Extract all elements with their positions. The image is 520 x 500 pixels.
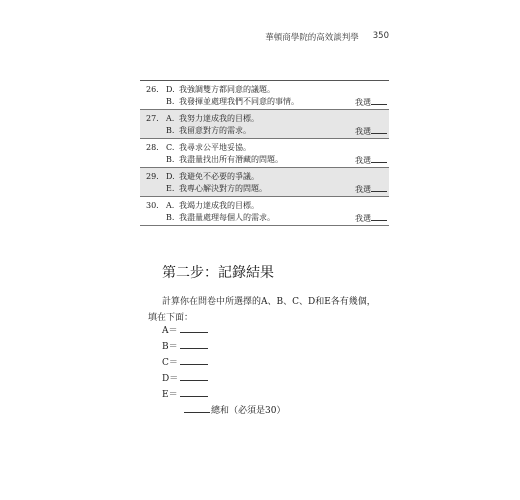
option-line — [146, 125, 251, 136]
option-text: 我留意對方的需求。 — [179, 126, 251, 135]
choose-label: 我選 — [355, 185, 371, 194]
question-number: 27. — [146, 114, 159, 123]
choose-label: 我選 — [355, 98, 371, 107]
instruction-line: 計算你在問卷中所選擇的A、B、C、D和E各有幾個， — [162, 297, 376, 307]
choice-blank[interactable] — [371, 183, 387, 192]
tally-blank[interactable] — [180, 387, 208, 397]
option-letter: C. — [166, 143, 175, 152]
option-line — [146, 142, 251, 153]
tally-label: E＝ — [162, 390, 178, 400]
total-row — [184, 403, 285, 416]
option-letter: E. — [166, 184, 175, 193]
tally-label: C＝ — [162, 358, 178, 368]
tally-row-d — [162, 371, 208, 387]
tally-label: B＝ — [162, 342, 178, 352]
tally-blank[interactable] — [180, 339, 208, 349]
option-line — [146, 200, 259, 211]
option-letter: B. — [166, 126, 175, 135]
option-text: 我發揮並處理我們不同意的事情。 — [179, 97, 299, 106]
choice-blank[interactable] — [371, 125, 387, 134]
question-number: 26. — [146, 85, 159, 94]
instruction-paragraph — [148, 294, 398, 326]
page-number: 350 — [372, 31, 389, 41]
tally-row-e — [162, 387, 208, 403]
question-26 — [140, 81, 389, 110]
tally-row-c — [162, 355, 208, 371]
choice-field[interactable] — [355, 125, 387, 137]
choose-label: 我選 — [355, 127, 371, 136]
option-text: 我專心解決對方的問題。 — [179, 184, 267, 193]
option-letter: D. — [166, 85, 175, 94]
running-header — [265, 31, 389, 43]
choose-label: 我選 — [355, 156, 371, 165]
tally-list — [162, 323, 208, 403]
option-letter: B. — [166, 97, 175, 106]
question-28 — [140, 139, 389, 168]
option-line — [146, 113, 259, 124]
option-text: 我竭力達成我的目標。 — [179, 201, 259, 210]
total-blank[interactable] — [184, 403, 210, 413]
choice-field[interactable] — [355, 183, 387, 195]
option-line — [146, 171, 259, 182]
tally-label: A＝ — [162, 326, 178, 336]
option-line — [146, 154, 283, 165]
tally-blank[interactable] — [180, 371, 208, 381]
option-letter: A. — [166, 114, 175, 123]
choose-label: 我選 — [355, 214, 371, 223]
section-title: 第二步：記錄結果 — [162, 265, 274, 281]
question-number: 30. — [146, 201, 159, 210]
option-line — [146, 96, 299, 107]
choice-field[interactable] — [355, 96, 387, 108]
option-text: 我盡量找出所有潛藏的問題。 — [179, 155, 283, 164]
question-29 — [140, 168, 389, 197]
book-title: 華頓商學院的高效談判學 — [265, 33, 359, 43]
option-text: 我盡量處理每個人的需求。 — [179, 213, 275, 222]
option-line — [146, 84, 275, 95]
question-27 — [140, 110, 389, 139]
tally-label: D＝ — [162, 374, 179, 384]
option-text: 我尋求公平地妥協。 — [179, 143, 251, 152]
question-number: 29. — [146, 172, 159, 181]
question-number: 28. — [146, 143, 159, 152]
option-text: 我避免不必要的爭議。 — [179, 172, 259, 181]
option-text: 我強調雙方都同意的議題。 — [179, 85, 275, 94]
choice-field[interactable] — [355, 212, 387, 224]
choice-blank[interactable] — [371, 96, 387, 105]
option-letter: B. — [166, 213, 175, 222]
option-line — [146, 212, 275, 223]
tally-blank[interactable] — [180, 323, 208, 333]
tally-row-b — [162, 339, 208, 355]
option-letter: D. — [166, 172, 175, 181]
option-letter: B. — [166, 155, 175, 164]
questionnaire-table — [140, 81, 389, 226]
instruction-line: 填在下面： — [148, 313, 194, 323]
question-30 — [140, 197, 389, 226]
total-label: 總和（必須是30） — [211, 406, 286, 416]
choice-field[interactable] — [355, 154, 387, 166]
choice-blank[interactable] — [371, 154, 387, 163]
choice-blank[interactable] — [371, 212, 387, 221]
option-letter: A. — [166, 201, 175, 210]
option-text: 我努力達成我的目標。 — [179, 114, 259, 123]
tally-row-a — [162, 323, 208, 339]
option-line — [146, 183, 267, 194]
tally-blank[interactable] — [180, 355, 208, 365]
